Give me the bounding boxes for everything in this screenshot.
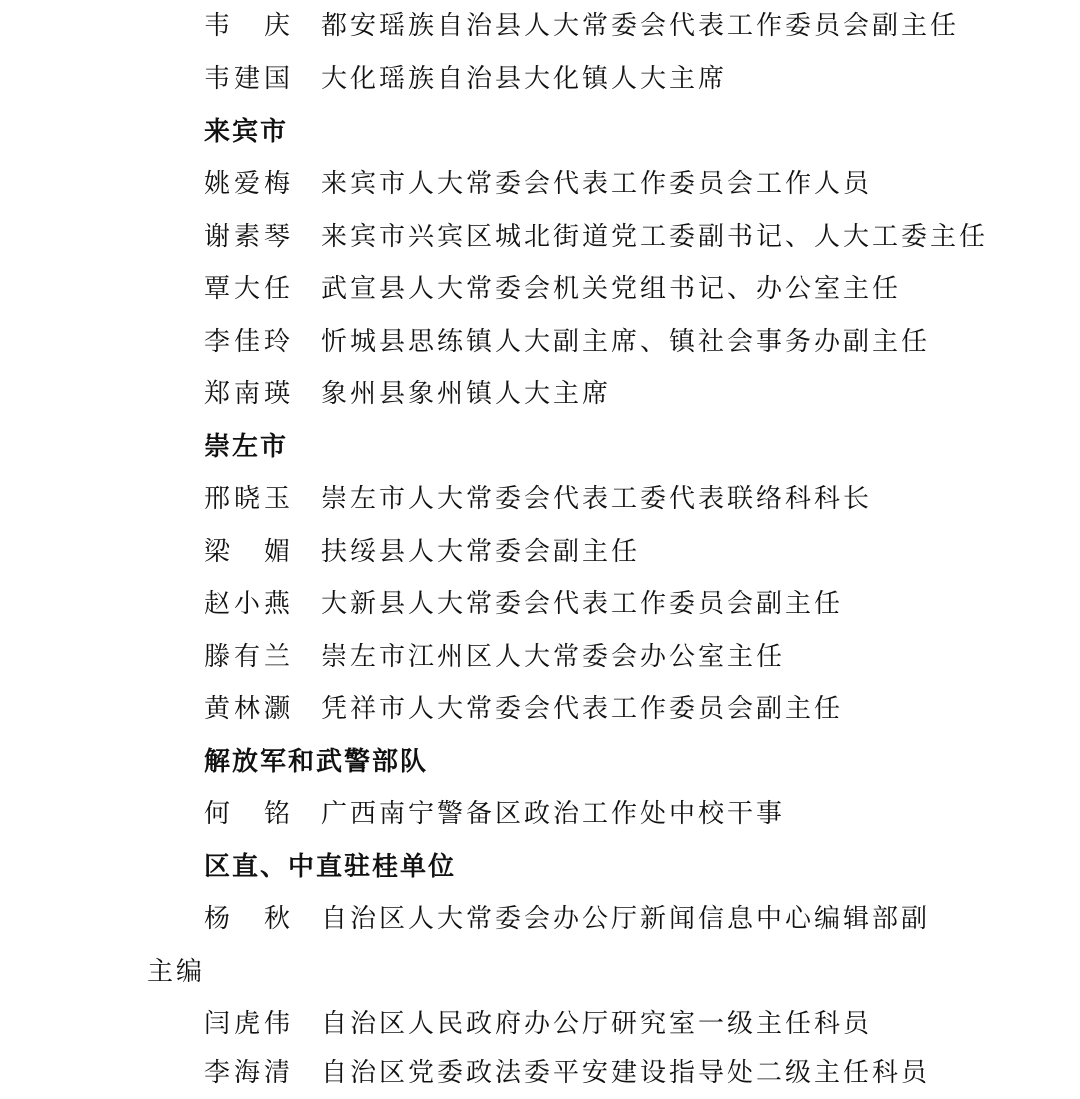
list-item	[0, 788, 1080, 840]
person-name: 闫虎伟	[204, 1009, 295, 1039]
section-heading-text: 崇左市	[204, 432, 289, 462]
list-item	[0, 368, 1080, 420]
section-heading	[0, 421, 1080, 473]
list-item	[0, 0, 1080, 52]
person-title: 大新县人大常委会代表工作委员会副主任	[321, 589, 844, 619]
person-name: 姚爱梅	[204, 169, 295, 199]
person-title: 自治区人民政府办公厅研究室一级主任科员	[321, 1009, 873, 1039]
person-name: 何 铭	[204, 799, 295, 829]
list-item	[0, 998, 1080, 1050]
list-item	[0, 211, 1080, 263]
section-heading	[0, 736, 1080, 788]
person-title: 象州县象州镇人大主席	[321, 379, 612, 409]
person-name: 韦 庆	[204, 11, 295, 41]
person-title: 武宣县人大常委会机关党组书记、办公室主任	[321, 274, 902, 304]
person-name: 覃大任	[204, 274, 295, 304]
person-title: 都安瑶族自治县人大常委会代表工作委员会副主任	[321, 11, 960, 41]
person-title: 广西南宁警备区政治工作处中校干事	[321, 799, 786, 829]
person-name: 李海清	[204, 1058, 295, 1088]
list-item-continuation	[0, 946, 1080, 998]
person-name: 梁 媚	[204, 537, 295, 567]
person-name: 谢素琴	[204, 222, 295, 252]
person-name: 邢晓玉	[204, 484, 295, 514]
section-heading	[0, 841, 1080, 893]
person-title: 崇左市江州区人大常委会办公室主任	[321, 642, 786, 672]
person-title: 凭祥市人大常委会代表工作委员会副主任	[321, 694, 844, 724]
list-item	[0, 683, 1080, 735]
person-title: 忻城县思练镇人大副主席、镇社会事务办副主任	[321, 327, 931, 357]
list-item	[0, 473, 1080, 525]
section-heading-text: 解放军和武警部队	[204, 747, 429, 777]
person-name: 黄林灏	[204, 694, 295, 724]
list-item	[0, 316, 1080, 368]
section-heading-text: 区直、中直驻桂单位	[204, 852, 457, 882]
list-item	[0, 578, 1080, 630]
section-heading	[0, 106, 1080, 158]
person-title: 自治区人大常委会办公厅新闻信息中心编辑部副	[321, 904, 931, 934]
list-item	[0, 631, 1080, 683]
list-item	[0, 893, 1080, 945]
person-title: 扶绥县人大常委会副主任	[321, 537, 641, 567]
person-title: 大化瑶族自治县大化镇人大主席	[321, 64, 728, 94]
person-name: 滕有兰	[204, 642, 295, 672]
person-title: 自治区党委政法委平安建设指导处二级主任科员	[321, 1058, 931, 1088]
list-item	[0, 53, 1080, 105]
person-name: 韦建国	[204, 64, 295, 94]
list-item	[0, 158, 1080, 210]
person-name: 赵小燕	[204, 589, 295, 619]
person-title: 崇左市人大常委会代表工委代表联络科科长	[321, 484, 873, 514]
person-name: 杨 秋	[204, 904, 295, 934]
section-heading-text: 来宾市	[204, 117, 289, 147]
list-item	[0, 1047, 1080, 1099]
person-title: 来宾市兴宾区城北街道党工委副书记、人大工委主任	[321, 222, 989, 252]
person-name: 李佳玲	[204, 327, 295, 357]
person-title: 来宾市人大常委会代表工作委员会工作人员	[321, 169, 873, 199]
person-name: 郑南瑛	[204, 379, 295, 409]
list-item	[0, 263, 1080, 315]
list-item	[0, 526, 1080, 578]
person-title-continuation: 主编	[147, 957, 206, 987]
